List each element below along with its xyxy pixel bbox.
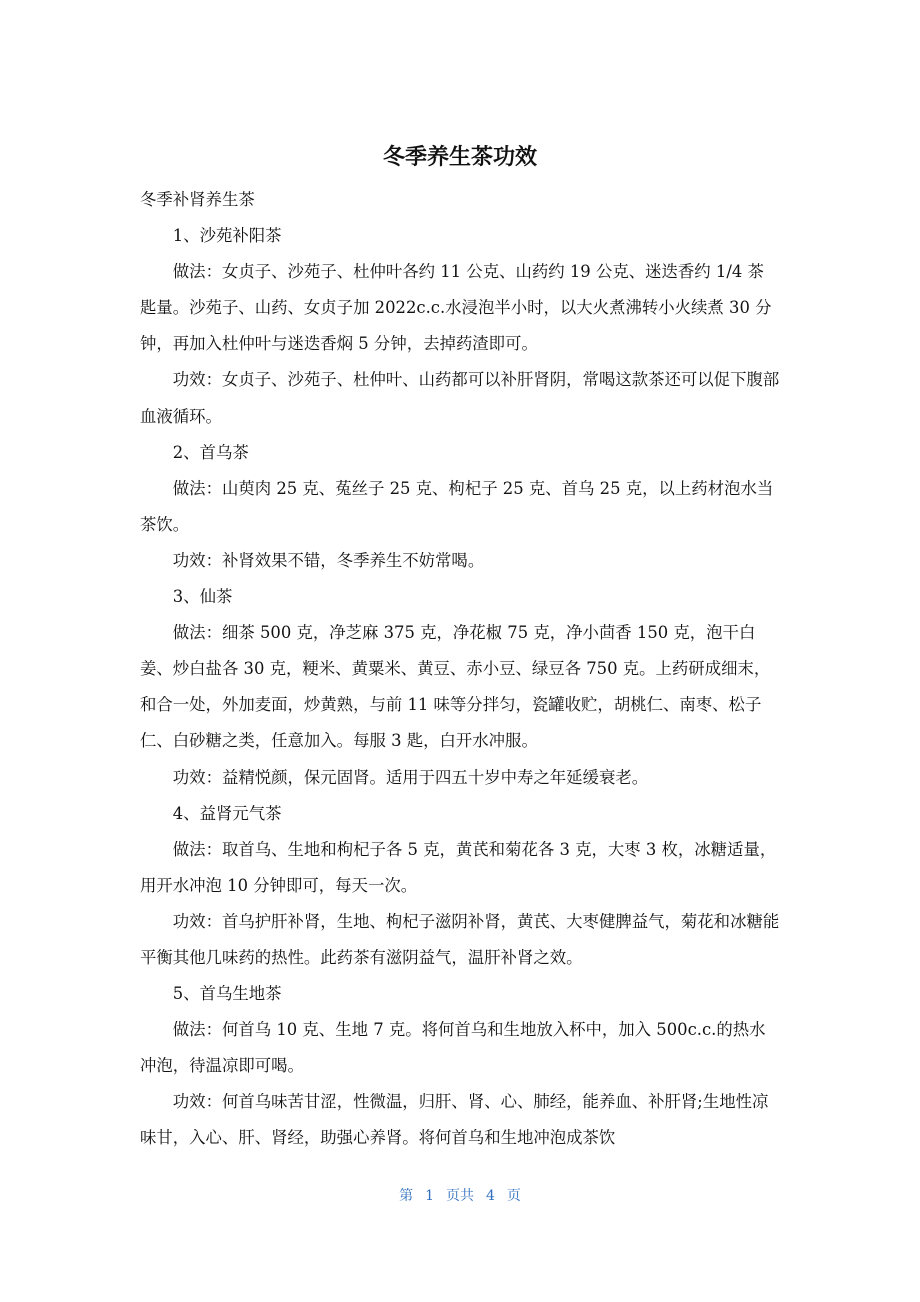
footer-total-pages: 4 — [486, 1188, 495, 1204]
item-heading-5: 5、首乌生地茶 — [172, 984, 282, 1004]
item-heading-1: 1、沙苑补阳茶 — [172, 226, 282, 246]
item-3-effect: 功效：益精悦颜，保元固肾。适用于四五十岁中寿之年延缓衰老。 — [172, 767, 649, 787]
section-heading: 冬季补肾养生茶 — [140, 190, 255, 209]
item-heading-3: 3、仙茶 — [172, 587, 233, 607]
item-5-effect: 功效：何首乌味苦甘涩，性微温，归肝、肾、心、肺经，能养血、补肝肾;生地性凉味甘，入心、肝、肾经，助强心养肾。将何首乌和生地冲泡成茶饮 — [140, 1092, 769, 1148]
item-2-method: 做法：山萸肉 25 克、菟丝子 25 克、枸杞子 25 克、首乌 25 克，以上药材泡水当茶饮。 — [140, 478, 774, 534]
item-5-method: 做法：何首乌 10 克、生地 7 克。将何首乌和生地放入杯中，加入 500c.c.的热水冲泡，待温凉即可喝。 — [140, 1020, 766, 1076]
item-4-effect: 功效：首乌护肝补肾，生地、枸杞子滋阴补肾，黄芪、大枣健脾益气，菊花和冰糖能平衡其他几味药的热性。此药茶有滋阴益气，温肝补肾之效。 — [140, 911, 780, 967]
document-body — [140, 182, 780, 1157]
footer-prefix: 第 — [399, 1188, 414, 1204]
document-title: 冬季养生茶功效 — [382, 145, 537, 170]
footer-middle: 页共 — [446, 1188, 474, 1204]
item-heading-2: 2、首乌茶 — [172, 442, 249, 462]
item-1-method: 做法：女贞子、沙苑子、杜仲叶各约 11 公克、山药约 19 公克、迷迭香约 1/4 茶匙量。沙苑子、山药、女贞子加 2022c.c.水浸泡半小时，以大火煮沸转小火续煮 30 分钟，再加入杜仲叶与迷迭香焖 5 分钟，去掉药渣即可。 — [140, 262, 772, 354]
footer-suffix: 页 — [506, 1188, 521, 1204]
item-2-effect: 功效：补肾效果不错，冬季养生不妨常喝。 — [172, 550, 485, 570]
item-3-method: 做法：细茶 500 克，净芝麻 375 克，净花椒 75 克，净小茴香 150 克，泡干白姜、炒白盐各 30 克，粳米、黄粟米、黄豆、赤小豆、绿豆各 750 克。上药研成细末，和合一处，外加麦面，炒黄熟，与前 11 味等分拌匀，瓷罐收贮，胡桃仁、南枣、松子仁、白砂糖之类，任意加入。每服 3 匙，白开水冲服。 — [140, 623, 771, 751]
footer-page-number: 1 — [425, 1188, 434, 1204]
item-heading-4: 4、益肾元气茶 — [172, 803, 282, 823]
item-4-method: 做法：取首乌、生地和枸杞子各 5 克，黄芪和菊花各 3 克，大枣 3 枚，冰糖适量，用开水冲泡 10 分钟即可，每天一次。 — [140, 839, 777, 895]
page-footer — [0, 1184, 920, 1208]
item-1-effect: 功效：女贞子、沙苑子、杜仲叶、山药都可以补肝肾阴，常喝这款茶还可以促下腹部血液循环。 — [140, 370, 780, 426]
